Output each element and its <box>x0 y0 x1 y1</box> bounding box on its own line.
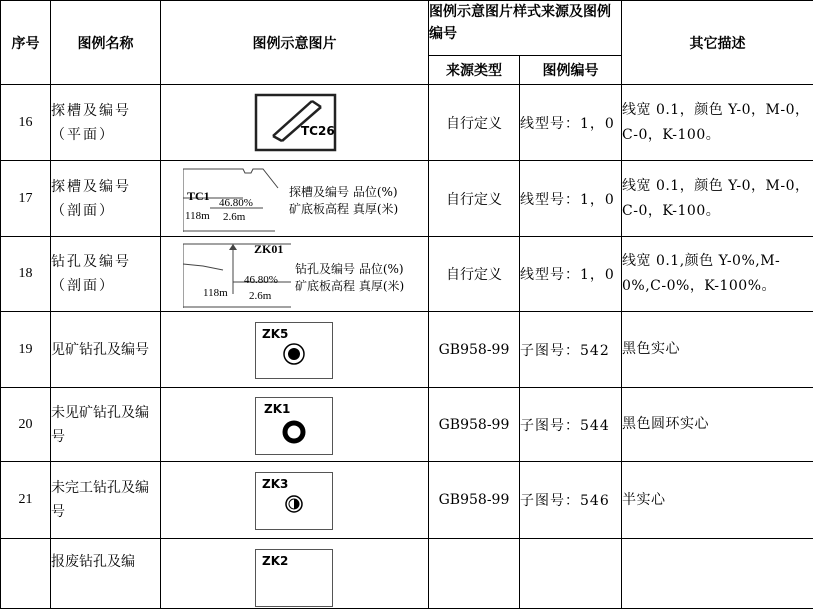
table-row <box>1 85 813 161</box>
row-code: 子图号：542 <box>520 312 622 388</box>
row-desc: 线宽 0.1，颜色 Y-0，M-0，C-0，K-100。 <box>622 85 813 161</box>
trench-plan-symbol <box>161 85 429 161</box>
row-no: 18 <box>1 237 51 312</box>
header-code: 图例编号 <box>520 56 622 85</box>
legend-picture <box>161 237 429 312</box>
header-picture: 图例示意图片 <box>161 1 429 85</box>
row-name: 未见矿钻孔及编号 <box>51 388 161 462</box>
table-row <box>1 312 813 388</box>
row-no: 21 <box>1 462 51 539</box>
borehole-symbol-box <box>255 549 333 607</box>
legend-picture <box>161 388 429 462</box>
borehole-symbol-box <box>255 322 333 379</box>
header-no: 序号 <box>1 1 51 85</box>
legend-picture <box>161 161 429 237</box>
row-name: 报废钻孔及编 <box>51 539 161 609</box>
table-row <box>1 161 813 237</box>
row-source: GB958-99 <box>429 388 520 462</box>
row-code: 子图号：546 <box>520 462 622 539</box>
borehole-caption-2: 矿底板高程 真厚(米) <box>295 279 404 294</box>
row-code: 线型号：1，0 <box>520 161 622 237</box>
row-desc: 黑色实心 <box>622 312 813 388</box>
row-name: 见矿钻孔及编号 <box>51 312 161 388</box>
borehole-symbol-box <box>255 397 333 455</box>
trench-section-symbol <box>183 168 423 232</box>
borehole-elevation: 118m <box>203 287 228 299</box>
row-no: 19 <box>1 312 51 388</box>
borehole-section-symbol <box>183 242 423 308</box>
row-no <box>1 539 51 609</box>
borehole-thickness: 2.6m <box>249 290 271 302</box>
ore-borehole-icon <box>256 323 332 378</box>
borehole-label: ZK2 <box>262 554 288 568</box>
table-row <box>1 388 813 462</box>
legend-picture <box>161 539 429 609</box>
row-desc: 线宽 0.1,颜色 Y-0%,M-0%,C-0%，K-100%。 <box>622 237 813 312</box>
legend-picture <box>161 312 429 388</box>
header-source-type: 来源类型 <box>429 56 520 85</box>
row-code: 子图号：544 <box>520 388 622 462</box>
row-no: 17 <box>1 161 51 237</box>
row-code: 线型号：1，0 <box>520 237 622 312</box>
row-desc: 半实心 <box>622 462 813 539</box>
borehole-grade: 46.80% <box>244 274 278 286</box>
row-desc: 黑色圆环实心 <box>622 388 813 462</box>
trench-elevation: 118m <box>185 210 210 222</box>
row-source: 自行定义 <box>429 85 520 161</box>
no-ore-borehole-icon <box>256 398 332 454</box>
row-desc <box>622 539 813 609</box>
table-row <box>1 462 813 539</box>
row-name: 探槽及编号（平面） <box>51 85 161 161</box>
trench-caption-1: 探槽及编号 品位(%) <box>289 185 398 200</box>
row-source: 自行定义 <box>429 237 520 312</box>
borehole-id: ZK01 <box>254 242 283 257</box>
trench-id: TC1 <box>187 189 210 204</box>
row-name: 未完工钻孔及编号 <box>51 462 161 539</box>
row-no: 16 <box>1 85 51 161</box>
trench-grade: 46.80% <box>219 197 253 209</box>
unfinished-borehole-icon <box>256 473 332 529</box>
borehole-label: ZK1 <box>264 402 290 416</box>
row-desc: 线宽 0.1，颜色 Y-0，M-0，C-0，K-100。 <box>622 161 813 237</box>
row-no: 20 <box>1 388 51 462</box>
row-name: 钻孔及编号（剖面） <box>51 237 161 312</box>
row-code <box>520 539 622 609</box>
row-code: 线型号：1，0 <box>520 85 622 161</box>
header-name: 图例名称 <box>51 1 161 85</box>
header-desc: 其它描述 <box>622 1 813 85</box>
header-source-group: 图例示意图片样式来源及图例编号 <box>429 1 622 56</box>
borehole-symbol-box <box>255 472 333 530</box>
trench-caption-2: 矿底板高程 真厚(米) <box>289 202 398 217</box>
row-source: 自行定义 <box>429 161 520 237</box>
trench-thickness: 2.6m <box>223 211 245 223</box>
borehole-label: ZK3 <box>262 477 288 491</box>
row-source: GB958-99 <box>429 312 520 388</box>
row-name: 探槽及编号（剖面） <box>51 161 161 237</box>
borehole-caption-1: 钻孔及编号 品位(%) <box>295 262 404 277</box>
table-row <box>1 237 813 312</box>
legend-picture <box>161 85 429 161</box>
trench-label: TC26 <box>301 124 335 138</box>
legend-picture <box>161 462 429 539</box>
table-row <box>1 539 813 609</box>
row-source: GB958-99 <box>429 462 520 539</box>
row-source <box>429 539 520 609</box>
borehole-label: ZK5 <box>262 327 288 341</box>
